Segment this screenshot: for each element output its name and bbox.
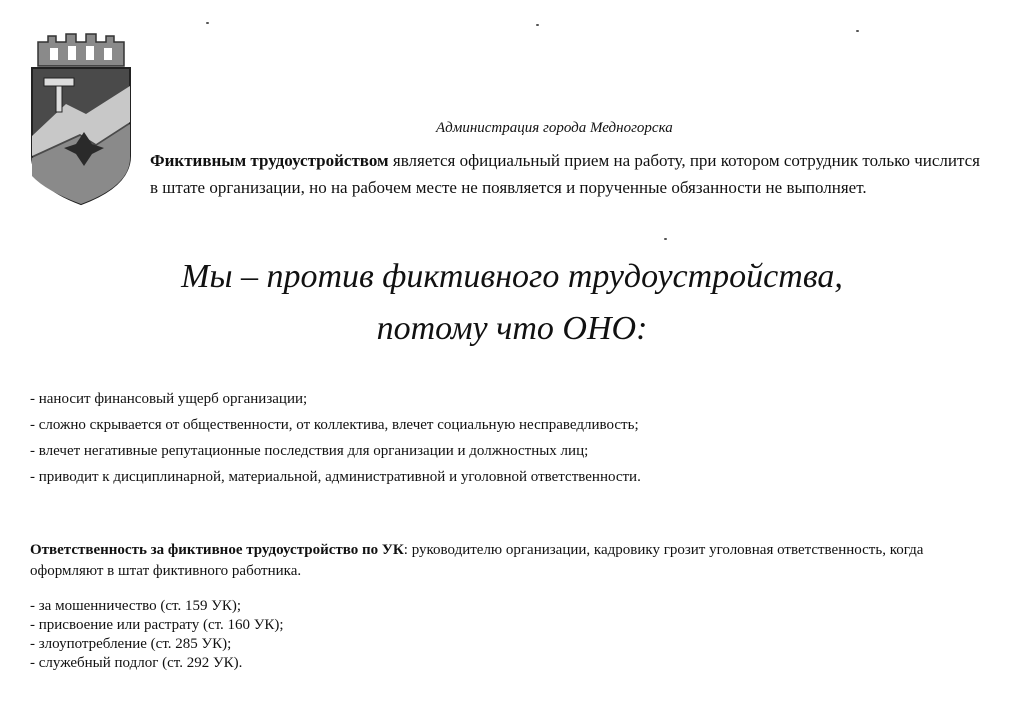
list-item: - злоупотребление (ст. 285 УК); [30, 636, 232, 652]
responsibility-paragraph [30, 540, 930, 582]
list-item: - служебный подлог (ст. 292 УК). [30, 655, 243, 671]
list-item: - приводит к дисциплинарной, материальной, административной и уголовной ответственности. [30, 469, 641, 485]
responsibility-text: : руководителю организации, кадровику грозит уголовная ответственность, когда оформляют в штат фиктивного работника. [30, 542, 924, 579]
list-item: - влечет негативные репутационные последствия для организации и должностных лиц; [30, 443, 589, 459]
list-item: - за мошенничество (ст. 159 УК); [30, 598, 241, 614]
reasons-list [30, 386, 641, 490]
scan-speck [856, 30, 859, 32]
responsibility-heading: Ответственность за фиктивное трудоустройство по УК [30, 542, 404, 558]
scan-speck [206, 22, 209, 24]
slogan-line-1: Мы – против фиктивного трудоустройства, [181, 258, 843, 295]
definition-text: является официальный прием на работу, при котором сотрудник только числится в штате организации, но на рабочем месте не появляется и порученные обязанности не выполняет. [150, 151, 980, 197]
coat-of-arms-icon [26, 26, 136, 210]
list-item: - присвоение или растрату (ст. 160 УК); [30, 617, 284, 633]
scan-speck [664, 238, 667, 240]
scan-speck [536, 24, 539, 26]
list-item: - сложно скрывается от общественности, от коллектива, влечет социальную несправедливость; [30, 417, 639, 433]
definition-term: Фиктивным трудоустройством [150, 151, 389, 170]
definition-paragraph [150, 147, 980, 201]
slogan-line-2: потому что ОНО: [376, 310, 648, 347]
articles-list [30, 597, 284, 673]
list-item: - наносит финансовый ущерб организации; [30, 391, 308, 407]
administration-name: Администрация города Медногорска [436, 120, 673, 136]
